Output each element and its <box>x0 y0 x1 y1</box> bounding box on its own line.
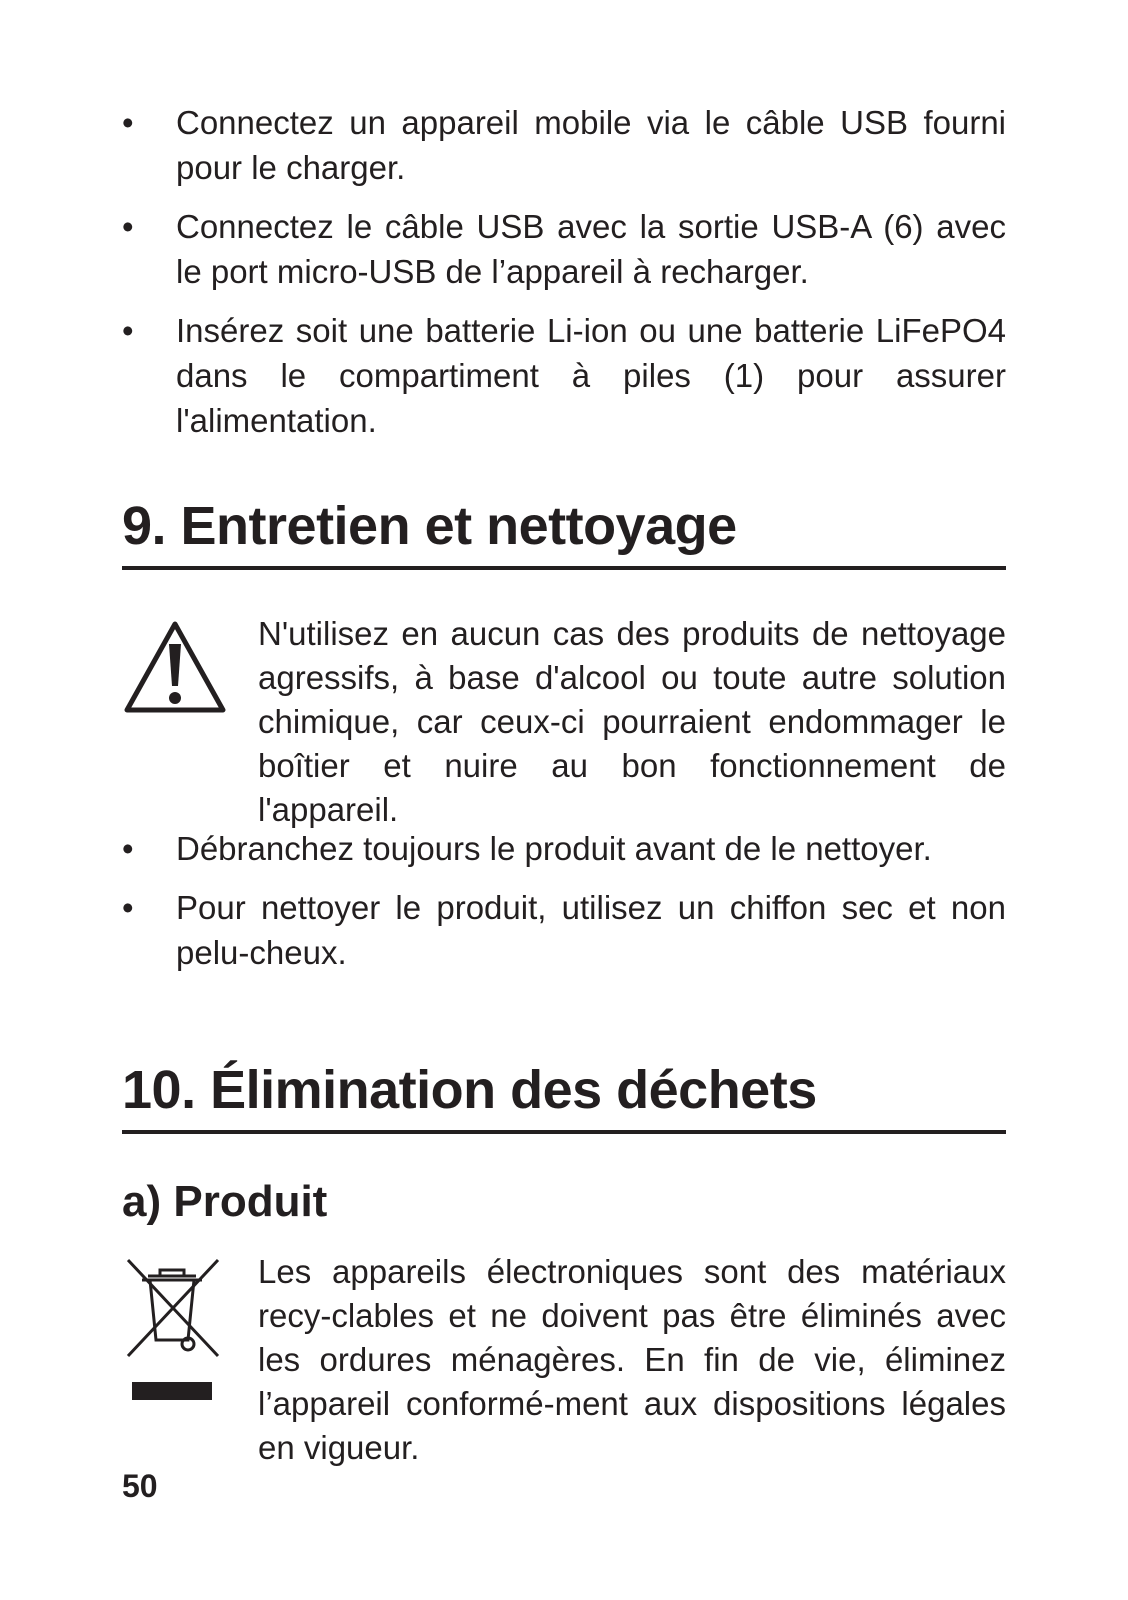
subsection-heading-product: a) Produit <box>122 1177 328 1226</box>
section-heading-maintenance: 9. Entretien et nettoyage <box>122 494 1006 570</box>
warning-text: N'utilisez en aucun cas des produits de nettoyage agressifs, à base d'alcool ou toute autre solution chimique, car ceux-ci pourraient endommager le boîtier et nuire au bon fonctionnement de l'appareil. <box>258 615 1006 828</box>
warning-triangle-icon <box>122 618 228 718</box>
list-item-text: Pour nettoyer le produit, utilisez un chiffon sec et non pelu-cheux. <box>176 889 1006 971</box>
bullet-marker: • <box>122 312 134 349</box>
list-item <box>122 826 1006 871</box>
list-item-text: Débranchez toujours le produit avant de le nettoyer. <box>176 830 932 867</box>
list-item <box>122 204 1006 294</box>
intro-bullet-list <box>122 100 1006 443</box>
list-item-text: Connectez un appareil mobile via le câble USB fourni pour le charger. <box>176 104 1006 186</box>
crossed-out-wheelie-bin-icon <box>122 1256 222 1406</box>
page-number: 50 <box>122 1468 158 1504</box>
maintenance-bullet-list <box>122 826 1006 975</box>
bullet-marker: • <box>122 830 134 867</box>
weee-text: Les appareils électroniques sont des matériaux recy-clables et ne doivent pas être éliminés avec les ordures ménagères. En fin de vie, éliminez l’appareil conformé-ment aux dispositions légales en vigueur. <box>258 1253 1006 1466</box>
list-item <box>122 885 1006 975</box>
list-item <box>122 100 1006 190</box>
list-item <box>122 308 1006 443</box>
section-heading-disposal: 10. Élimination des déchets <box>122 1058 1006 1134</box>
bullet-marker: • <box>122 889 134 926</box>
list-item-text: Connectez le câble USB avec la sortie USB-A (6) avec le port micro-USB de l’appareil à recharger. <box>176 208 1006 290</box>
list-item-text: Insérez soit une batterie Li-ion ou une batterie LiFePO4 dans le compartiment à piles (1) pour assurer l'alimentation. <box>176 312 1006 439</box>
bullet-marker: • <box>122 208 134 245</box>
bullet-marker: • <box>122 104 134 141</box>
